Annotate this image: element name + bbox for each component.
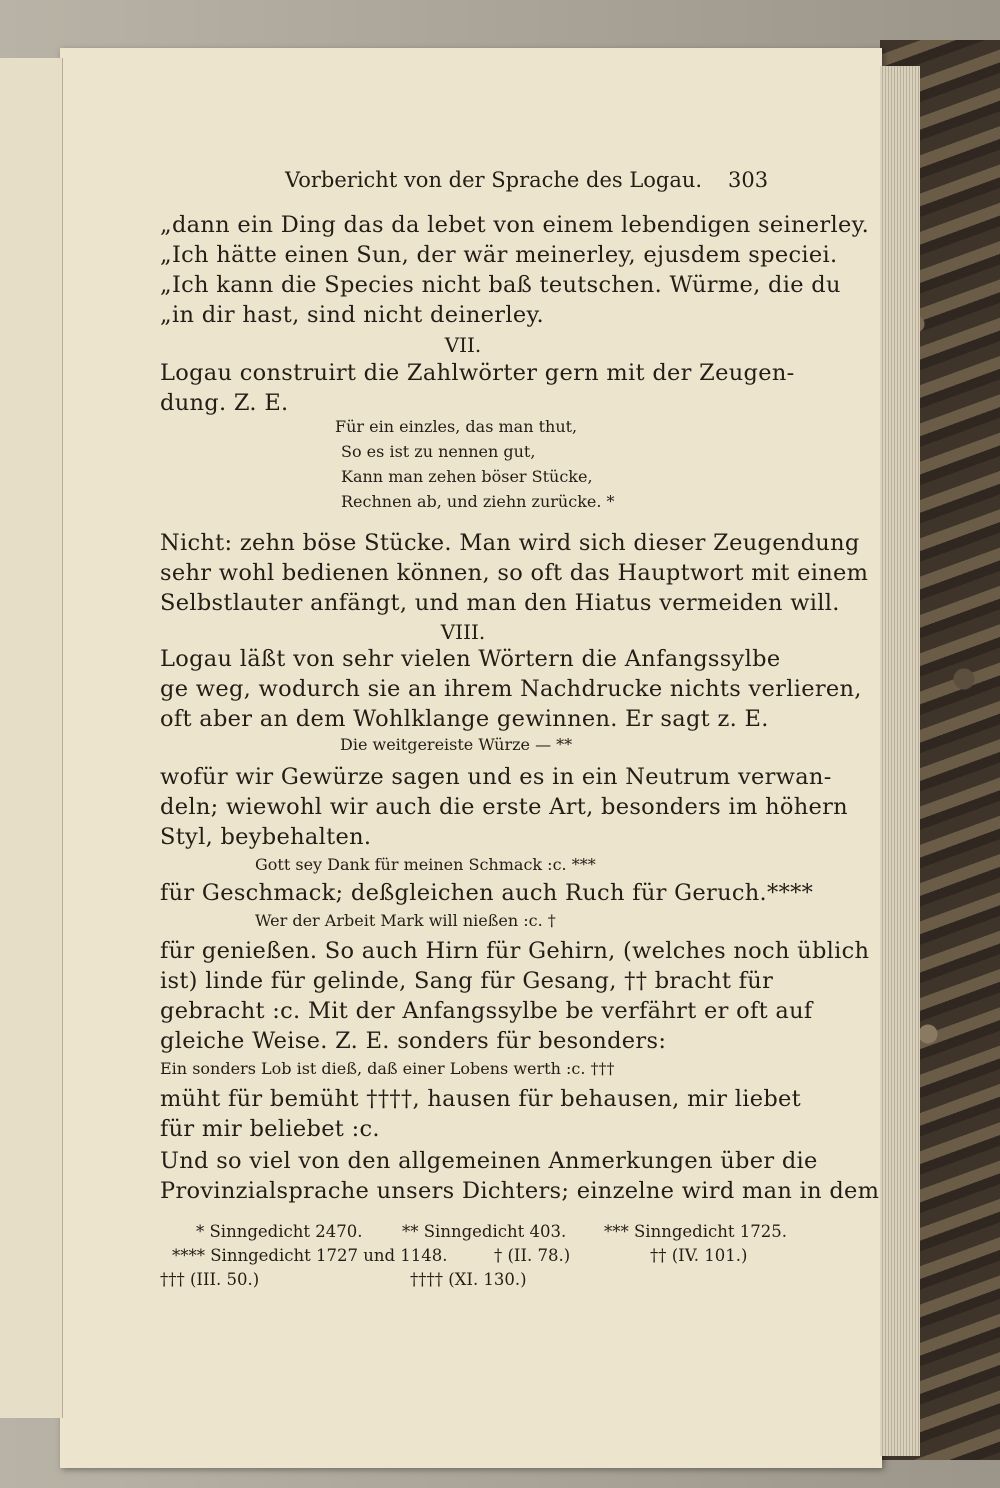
verse-line: Kann man zehen böser Stücke, (341, 467, 593, 486)
text-line: „in dir hast, sind nicht deinerley. (160, 302, 544, 328)
text-line: „Ich hätte einen Sun, der wär meinerley, ejusdem speciei. (160, 242, 838, 268)
quote-line: Wer der Arbeit Mark will nießen :c. † (255, 911, 556, 930)
text-line: Nicht: zehn böse Stücke. Man wird sich dieser Zeugendung (160, 530, 860, 556)
footnote: ** Sinngedicht 403. (402, 1222, 567, 1241)
text-line: „Ich kann die Species nicht baß teutschen. Würme, die du (160, 272, 841, 298)
quote-line: Ein sonders Lob ist dieß, daß einer Lobens werth :c. ††† (160, 1059, 615, 1078)
page-number: 303 (728, 168, 769, 192)
quote-line: Gott sey Dank für meinen Schmack :c. *** (255, 855, 596, 874)
text-line: dung. Z. E. (160, 390, 289, 416)
text-line: wofür wir Gewürze sagen und es in ein Neutrum verwan- (160, 764, 832, 790)
facing-page-edge (0, 58, 63, 1418)
footnote: *** Sinngedicht 1725. (604, 1222, 787, 1241)
footnote: * Sinngedicht 2470. (196, 1222, 363, 1241)
verse-line: Rechnen ab, und ziehn zurücke. * (341, 492, 615, 511)
text-line: Styl, beybehalten. (160, 824, 372, 850)
footnote: †† (IV. 101.) (650, 1246, 748, 1265)
section-numeral: VII. (444, 333, 482, 357)
verse-line: Für ein einzles, das man thut, (335, 417, 578, 436)
text-line: ist) linde für gelinde, Sang für Gesang, †† bracht für (160, 968, 774, 994)
text-line: Provinzialsprache unsers Dichters; einzelne wird man in dem (160, 1178, 880, 1204)
text-line: für Geschmack; deßgleichen auch Ruch für Geruch.**** (160, 880, 814, 906)
running-title: Vorbericht von der Sprache des Logau. (285, 168, 703, 192)
text-line: für mir beliebet :c. (160, 1116, 380, 1142)
page-edges (880, 66, 920, 1456)
text-line: Logau läßt von sehr vielen Wörtern die Anfangssylbe (160, 646, 781, 672)
text-line: deln; wiewohl wir auch die erste Art, besonders im höhern (160, 794, 848, 820)
text-line: Selbstlauter anfängt, und man den Hiatus vermeiden will. (160, 590, 840, 616)
text-line: müht für bemüht ††††, hausen für behausen, mir liebet (160, 1086, 801, 1112)
text-line: gleiche Weise. Z. E. sonders für besonders: (160, 1028, 667, 1054)
footnote: † (II. 78.) (494, 1246, 571, 1265)
footnote: **** Sinngedicht 1727 und 1148. (172, 1246, 448, 1265)
quote-line: Die weitgereiste Würze — ** (340, 735, 573, 754)
text-line: für genießen. So auch Hirn für Gehirn, (welches noch üblich (160, 938, 870, 964)
section-numeral: VIII. (440, 620, 486, 644)
text-line: ge weg, wodurch sie an ihrem Nachdrucke nichts verlieren, (160, 676, 862, 702)
text-line: Und so viel von den allgemeinen Anmerkungen über die (160, 1148, 818, 1174)
text-line: Logau construirt die Zahlwörter gern mit der Zeugen- (160, 360, 795, 386)
text-line: oft aber an dem Wohlklange gewinnen. Er sagt z. E. (160, 706, 769, 732)
footnote: †††† (XI. 130.) (410, 1270, 527, 1289)
footnote: ††† (III. 50.) (160, 1270, 260, 1289)
text-line: gebracht :c. Mit der Anfangssylbe be verfährt er oft auf (160, 998, 813, 1024)
text-line: „dann ein Ding das da lebet von einem lebendigen seinerley. (160, 212, 870, 238)
verse-line: So es ist zu nennen gut, (341, 442, 536, 461)
text-line: sehr wohl bedienen können, so oft das Hauptwort mit einem (160, 560, 869, 586)
